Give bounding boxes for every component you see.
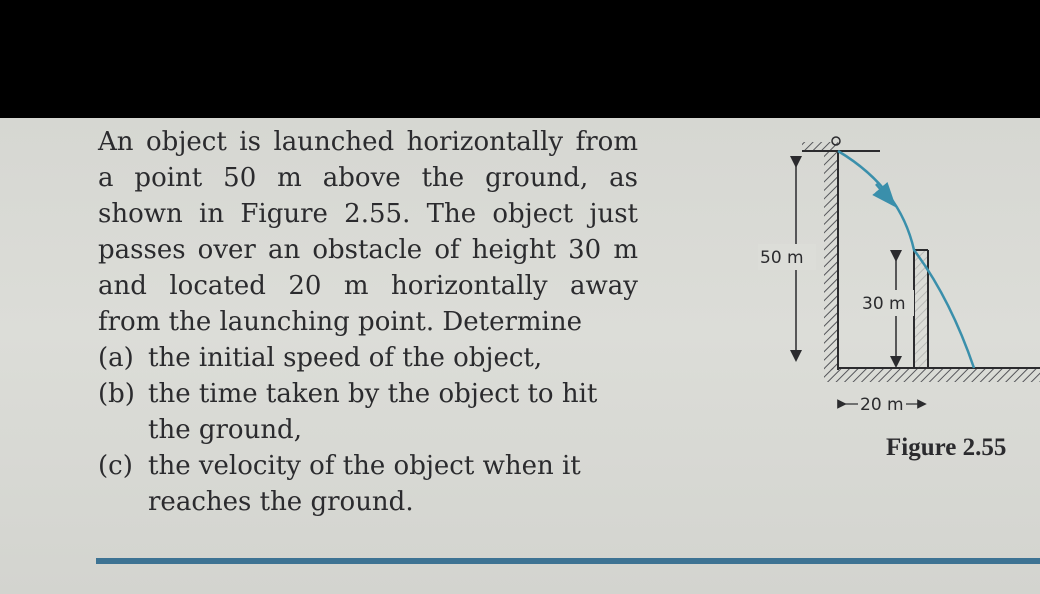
height-label: 50 m: [760, 248, 804, 268]
problem-line: a point 50 m above the ground, as: [98, 163, 638, 193]
part-text: the time taken by the object to hit the ground,: [148, 379, 598, 445]
question-part-c: [98, 448, 638, 520]
figure-caption: Figure 2.55: [886, 434, 1007, 461]
problem-line: from the launching point. Determine: [98, 307, 582, 337]
cliff-hatching: [824, 152, 838, 370]
distance-label: 20 m: [860, 395, 904, 415]
part-tag: (b): [98, 379, 135, 409]
problem-statement: [98, 124, 638, 520]
question-part-b: [98, 376, 638, 448]
question-parts: [98, 340, 638, 520]
part-tag: (c): [98, 451, 133, 481]
section-divider: [96, 558, 1040, 564]
part-text: the velocity of the object when it reaches the ground.: [148, 451, 581, 517]
trajectory-path: [838, 151, 974, 368]
part-text: the initial speed of the object,: [148, 343, 543, 373]
problem-line: shown in Figure 2.55. The object just: [98, 199, 638, 229]
problem-line: An object is launched horizontally from: [98, 127, 638, 157]
obstacle-label: 30 m: [862, 294, 906, 314]
problem-line: passes over an obstacle of height 30 m: [98, 235, 638, 265]
part-tag: (a): [98, 343, 134, 373]
question-part-a: [98, 340, 638, 376]
problem-line: and located 20 m horizontally away: [98, 271, 638, 301]
ground-hatching: [824, 368, 1040, 382]
textbook-page: [0, 118, 1040, 594]
